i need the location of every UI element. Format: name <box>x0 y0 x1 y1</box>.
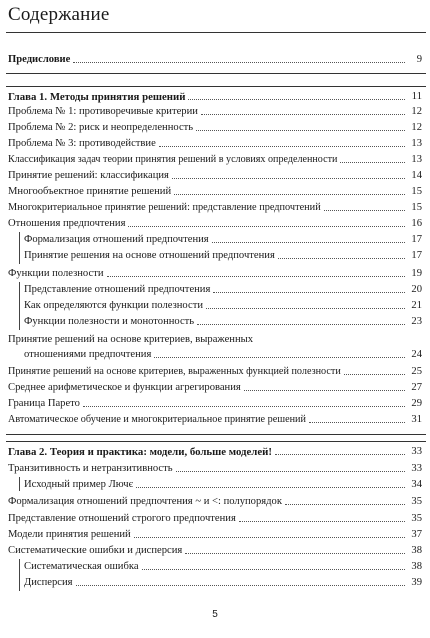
toc-entry-label: Систематическая ошибка <box>24 561 139 572</box>
toc-entry[interactable] <box>8 170 422 182</box>
toc-entry-label-line1: Принятие решений на основе критериев, выраженных <box>8 334 254 345</box>
toc-subentry[interactable] <box>24 250 422 262</box>
title-rule <box>6 32 426 33</box>
section-rule-2 <box>6 86 426 87</box>
toc-entry-page: 38 <box>411 545 422 556</box>
leader-dots <box>134 536 405 538</box>
toc-entry-label: Формализация отношений предпочтения ~ и <: полупорядок <box>8 496 282 507</box>
leader-dots <box>174 193 405 195</box>
toc-entry[interactable] <box>8 186 422 198</box>
toc-entry-label: Представление отношений предпочтения <box>24 284 211 295</box>
toc-entry[interactable] <box>8 218 422 230</box>
toc-entry[interactable] <box>8 138 422 150</box>
leader-dots <box>76 584 405 586</box>
toc-entry-label: Дисперсия <box>24 577 73 588</box>
toc-entry-label: Глава 1. Методы принятия решений <box>8 91 186 103</box>
toc-entry[interactable] <box>8 463 422 475</box>
toc-entry[interactable] <box>8 414 422 426</box>
leader-dots <box>185 552 405 554</box>
leader-dots <box>201 113 405 115</box>
toc-entry-label: Глава 2. Теория и практика: модели, больше моделей! <box>8 446 272 458</box>
toc-entry-label: Проблема № 3: противодействие <box>8 138 156 149</box>
toc-entry-chapter-1[interactable] <box>8 91 422 103</box>
toc-entry[interactable] <box>8 545 422 557</box>
toc-entry-label: Проблема № 1: противоречивые критерии <box>8 106 198 117</box>
toc-entry-label: Многокритериальное принятие решений: представление предпочтений <box>8 202 321 213</box>
toc-entry-multiline[interactable] <box>24 349 422 361</box>
leader-dots <box>128 225 405 227</box>
toc-entry[interactable] <box>8 398 422 410</box>
toc-entry-page: 21 <box>411 300 422 311</box>
toc-entry-page: 23 <box>411 316 422 327</box>
toc-entry-page: 37 <box>411 529 422 540</box>
toc-entry-page: 27 <box>411 382 422 393</box>
toc-entry-page: 25 <box>411 366 422 377</box>
leader-dots <box>136 486 405 488</box>
toc-entry[interactable] <box>8 106 422 118</box>
toc-subentry[interactable] <box>24 561 422 573</box>
toc-entry-page: 12 <box>411 106 422 117</box>
toc-subentry[interactable] <box>24 479 422 491</box>
toc-entry-page: 24 <box>411 349 422 360</box>
toc-entry-page: 20 <box>411 284 422 295</box>
toc-entry-page: 17 <box>411 234 422 245</box>
toc-entry-label: Предисловие <box>8 54 71 65</box>
toc-entry-page: 13 <box>411 138 422 149</box>
toc-entry[interactable] <box>8 122 422 134</box>
leader-dots <box>154 356 405 358</box>
leader-dots <box>344 373 405 375</box>
toc-entry-page: 33 <box>411 463 422 474</box>
toc-entry[interactable] <box>8 202 422 214</box>
leader-dots <box>239 520 405 522</box>
toc-entry-page: 14 <box>411 170 422 181</box>
toc-entry-page: 35 <box>411 496 422 507</box>
leader-dots <box>285 503 405 505</box>
toc-entry-page: 16 <box>411 218 422 229</box>
toc-entry-page: 29 <box>411 398 422 409</box>
toc-entry-label: Принятие решений: классификация <box>8 170 169 181</box>
toc-subentry[interactable] <box>24 300 422 312</box>
subsection-bracket <box>19 559 20 591</box>
toc-entry-label: Функции полезности и монотонность <box>24 316 195 327</box>
leader-dots <box>309 421 405 423</box>
toc-entry-label: Классификация задач теории принятия решений в условиях определенности <box>8 154 338 165</box>
section-rule-1 <box>6 73 426 74</box>
toc-entry[interactable] <box>8 366 422 378</box>
toc-entry-page: 13 <box>411 154 422 165</box>
toc-entry[interactable] <box>8 382 422 394</box>
leader-dots <box>244 389 405 391</box>
toc-entry-label: Исходный пример Лючє <box>24 479 134 490</box>
toc-entry-label: Систематические ошибки и дисперсия <box>8 545 183 556</box>
subsection-bracket <box>19 232 20 264</box>
leader-dots <box>278 257 405 259</box>
leader-dots <box>107 275 406 277</box>
toc-entry-page: 39 <box>411 577 422 588</box>
toc-entry-page: 34 <box>411 479 422 490</box>
page-title: Содержание <box>8 4 110 25</box>
toc-entry-label: Проблема № 2: риск и неопределенность <box>8 122 194 133</box>
toc-entry-page: 17 <box>411 250 422 261</box>
toc-entry-label: Модели принятия решений <box>8 529 131 540</box>
toc-entry-page: 9 <box>416 54 422 65</box>
leader-dots <box>159 145 405 147</box>
toc-entry-label: Многообъектное принятие решений <box>8 186 172 197</box>
leader-dots <box>176 470 405 472</box>
toc-entry[interactable] <box>8 154 422 166</box>
toc-entry-page: 31 <box>411 414 422 425</box>
leader-dots <box>188 98 405 100</box>
toc-entry[interactable] <box>8 268 422 280</box>
toc-entry[interactable] <box>8 496 422 508</box>
leader-dots <box>73 61 405 63</box>
leader-dots <box>172 177 405 179</box>
leader-dots <box>212 241 405 243</box>
leader-dots <box>83 405 405 407</box>
toc-entry-page: 15 <box>411 202 422 213</box>
toc-subentry[interactable] <box>24 284 422 296</box>
section-rule-4 <box>6 441 426 442</box>
leader-dots <box>213 291 405 293</box>
toc-entry-page: 35 <box>411 513 422 524</box>
leader-dots <box>324 209 405 211</box>
toc-entry-label: Принятие решения на основе отношений предпочтения <box>24 250 275 261</box>
toc-entry-label: Транзитивность и нетранзитивность <box>8 463 173 474</box>
toc-entry-preface[interactable] <box>8 54 422 66</box>
toc-entry-label: Отношения предпочтения <box>8 218 126 229</box>
toc-subentry[interactable] <box>24 577 422 589</box>
toc-entry-page: 38 <box>411 561 422 572</box>
toc-subentry[interactable] <box>24 234 422 246</box>
leader-dots <box>206 307 405 309</box>
toc-entry-label: Представление отношений строгого предпочтения <box>8 513 236 524</box>
toc-entry-label: Граница Парето <box>8 398 80 409</box>
leader-dots <box>340 161 405 163</box>
toc-entry-page: 11 <box>411 91 422 102</box>
page-number: 5 <box>212 609 218 620</box>
leader-dots <box>275 453 405 455</box>
toc-entry-label: Автоматическое обучение и многокритериальное принятие решений <box>8 414 306 425</box>
toc-entry-page: 19 <box>411 268 422 279</box>
toc-entry-label: Среднее арифметическое и функции агрегирования <box>8 382 241 393</box>
toc-entry-page: 33 <box>411 446 422 457</box>
toc-entry-label: Принятие решений на основе критериев, выраженных функцией полезности <box>8 366 341 377</box>
toc-entry-label: Функции полезности <box>8 268 104 279</box>
toc-subentry[interactable] <box>24 316 422 328</box>
leader-dots <box>197 323 405 325</box>
toc-entry-page: 12 <box>411 122 422 133</box>
toc-entry[interactable] <box>8 513 422 525</box>
toc-entry[interactable] <box>8 529 422 541</box>
leader-dots <box>196 129 405 131</box>
toc-entry-label: Формализация отношений предпочтения <box>24 234 209 245</box>
toc-entry-label: отношениями предпочтения <box>24 349 152 360</box>
toc-entry-chapter-2[interactable] <box>8 446 422 458</box>
section-rule-3 <box>6 434 426 435</box>
toc-entry-page: 15 <box>411 186 422 197</box>
subsection-bracket <box>19 477 20 491</box>
toc-entry-label: Как определяются функции полезности <box>24 300 203 311</box>
subsection-bracket <box>19 282 20 330</box>
leader-dots <box>142 568 405 570</box>
